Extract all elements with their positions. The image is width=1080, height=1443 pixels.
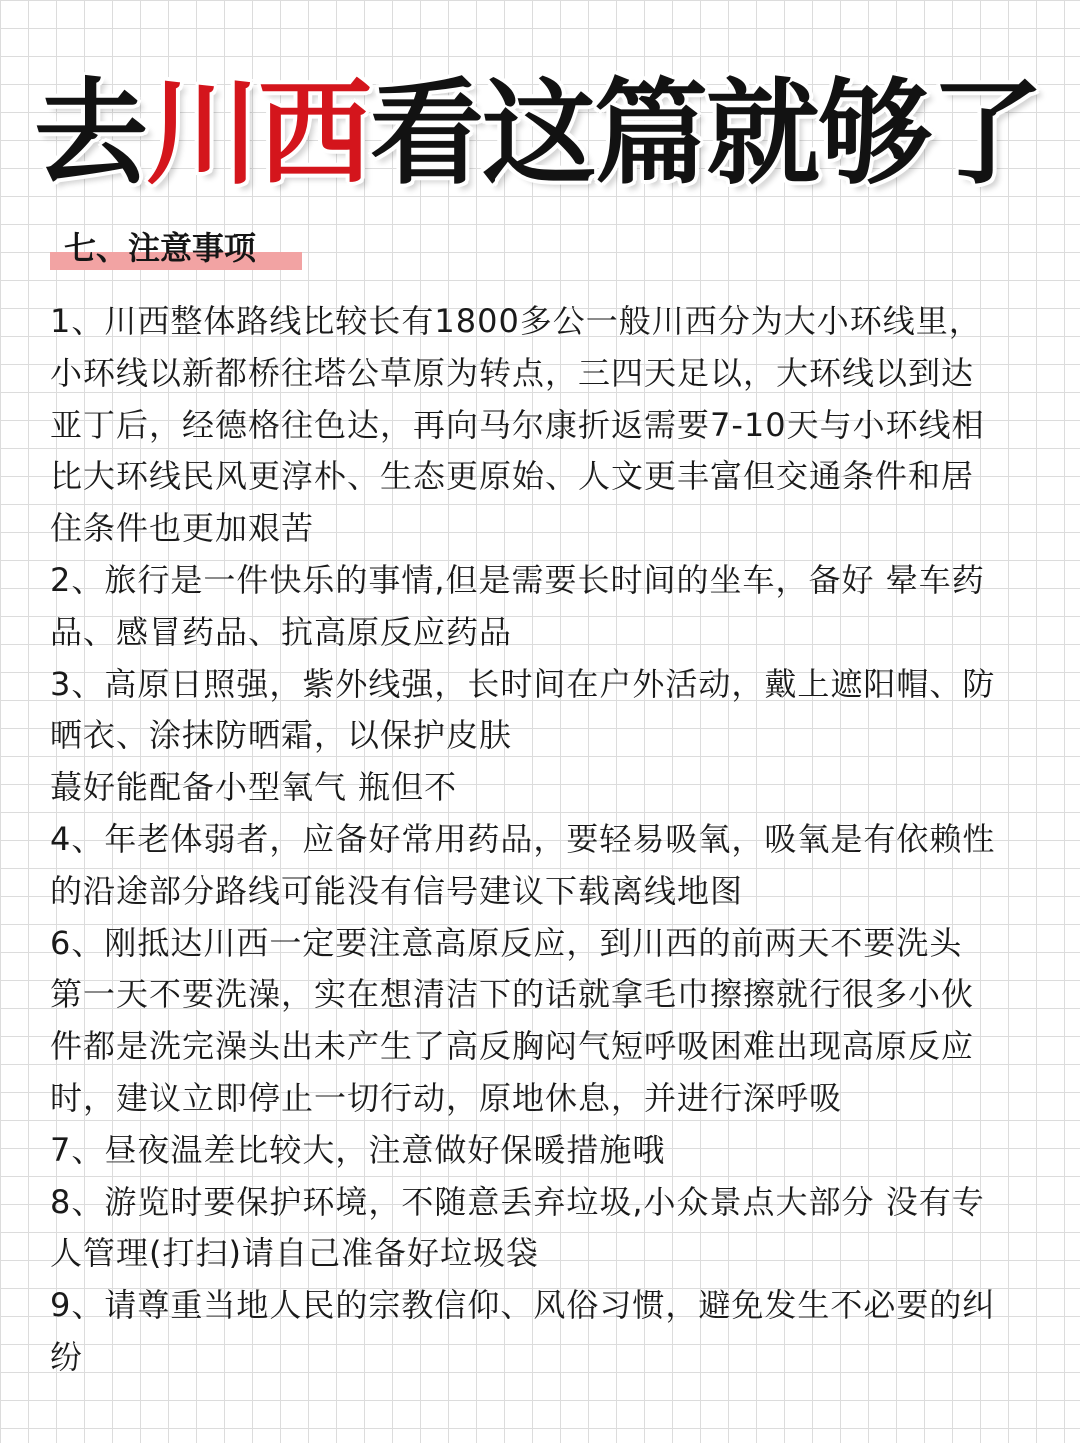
text-line: 7、昼夜温差比较大，注意做好保暖措施哦	[50, 1130, 666, 1169]
title-prefix: 去	[34, 67, 147, 200]
text-line: 6、刚抵达川西一定要注意高原反应，到川西的前两天不要洗头	[50, 923, 963, 962]
section-heading-text: 七、注意事项	[64, 229, 257, 267]
notes-body	[50, 296, 1060, 1384]
text-line: 9、请尊重当地人民的宗教信仰、风俗习惯，避免发生不必要的纠	[50, 1286, 996, 1325]
text-line: 件都是洗完澡头出未产生了高反胸闷气短呼吸困难出现高原反应	[50, 1027, 975, 1066]
title-accent: 川西	[146, 67, 371, 200]
text-line: 8、游览时要保护环境，不随意丢弃垃圾,小众景点大部分 没有专	[50, 1182, 985, 1221]
text-line: 的沿途部分路线可能没有信号建议下载离线地图	[50, 871, 744, 910]
text-line: 蕞好能配备小型氧气 瓶但不	[50, 768, 458, 807]
text-line: 晒衣、涂抹防晒霜，以保护皮肤	[50, 716, 513, 755]
text-line: 亚丁后，经德格往色达，再向马尔康折返需要7-10天与小环线相	[50, 405, 985, 444]
text-line: 纷	[50, 1337, 84, 1376]
text-line: 住条件也更加艰苦	[50, 509, 315, 548]
text-line: 比大环线民风更淳朴、生态更原始、人文更丰富但交通条件和居	[50, 457, 975, 496]
section-heading	[50, 222, 302, 278]
page-title	[34, 64, 1054, 204]
text-line: 第一天不要洗澡，实在想清洁下的话就拿毛巾擦擦就行很多小伙	[50, 975, 975, 1014]
text-line: 4、年老体弱者，应备好常用药品，要轻易吸氧，吸氧是有依赖性	[50, 819, 996, 858]
title-suffix: 看这篇就够了	[370, 67, 1043, 200]
text-line: 2、旅行是一件快乐的事情,但是需要长时间的坐车，备好 晕车药	[50, 560, 985, 599]
text-line: 人管理(打扫)请自己准备好垃圾袋	[50, 1234, 539, 1273]
text-line: 小环线以新都桥往塔公草原为转点，三四天足以，大环线以到达	[50, 353, 975, 392]
text-line: 时，建议立即停止一切行动，原地休息，并进行深呼吸	[50, 1078, 843, 1117]
text-line: 1、川西整体路线比较长有1800多公一般川西分为大小环线里，	[50, 302, 982, 340]
text-line: 3、高原日照强，紫外线强，长时间在户外活动，戴上遮阳帽、防	[50, 664, 996, 703]
text-line: 品、感冒药品、抗高原反应药品	[50, 612, 513, 651]
